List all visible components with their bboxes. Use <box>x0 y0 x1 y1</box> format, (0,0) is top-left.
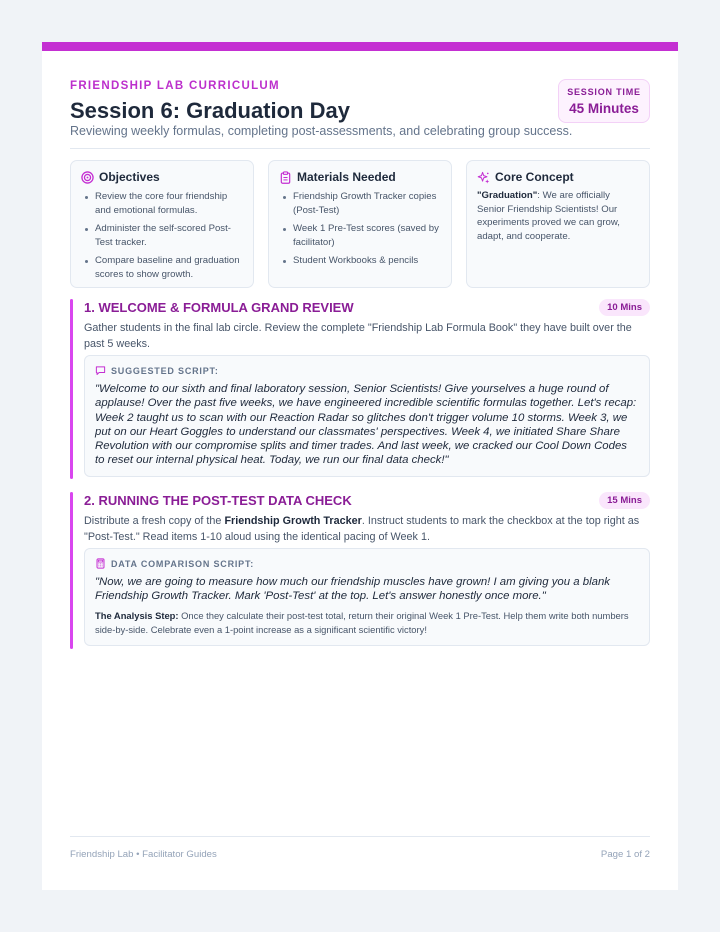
session-time-label: SESSION TIME <box>567 87 641 97</box>
instructions-text: Distribute a fresh copy of the <box>84 515 225 527</box>
document-page <box>42 42 678 890</box>
objectives-list <box>81 190 243 282</box>
materials-list <box>279 190 441 268</box>
section-welcome-review <box>70 299 650 479</box>
section-post-test <box>70 492 650 649</box>
footer-source: Friendship Lab • Facilitator Guides <box>70 849 217 860</box>
list-item: Compare baseline and graduation scores to show growth. <box>81 254 243 282</box>
calculator-icon <box>95 558 106 569</box>
section-instructions <box>84 514 650 545</box>
instructions-emphasis: Friendship Growth Tracker <box>224 515 362 527</box>
list-item: Week 1 Pre-Test scores (saved by facilitator) <box>279 222 441 250</box>
clipboard-icon <box>279 171 292 184</box>
page-title: Session 6: Graduation Day <box>70 98 350 123</box>
list-item: Administer the self-scored Post-Test tracker. <box>81 222 243 250</box>
header-divider <box>70 148 650 149</box>
instructions-text: . Instruct students to mark the checkbox at the top right as "Post-Test." Read items 1-10 aloud using the identical pacing of Week 1. <box>84 515 640 543</box>
chat-bubble-icon <box>95 365 106 376</box>
concept-definition: : We are officially Senior Friendship Scientists! Our experiments proved we can grow, adapt, and cooperate. <box>477 190 620 242</box>
script-label: DATA COMPARISON SCRIPT: <box>111 558 255 569</box>
analysis-step <box>95 609 639 637</box>
analysis-text: Once they calculate their post-test total, return their original Week 1 Pre-Test. Help them write both numbers side-by-side. Celebrate even a 1-point increase as a significant scientific victory! <box>95 609 629 635</box>
session-time-value: 45 Minutes <box>569 101 639 116</box>
script-label: SUGGESTED SCRIPT: <box>111 365 219 376</box>
section-accent-bar <box>70 299 73 479</box>
concept-term: "Graduation" <box>477 190 538 201</box>
section-accent-bar <box>70 492 73 649</box>
core-concept-title: Core Concept <box>495 170 574 184</box>
duration-badge: 15 Mins <box>599 492 650 509</box>
target-icon <box>81 171 94 184</box>
objectives-title: Objectives <box>99 170 160 184</box>
list-item: Friendship Growth Tracker copies (Post-Test) <box>279 190 441 218</box>
list-item: Review the core four friendship and emotional formulas. <box>81 190 243 218</box>
footer-divider <box>70 836 650 837</box>
script-quote: "Welcome to our sixth and final laboratory session, Senior Scientists! Give yourselves a huge round of applause! Over the past five weeks, we have engineered incredible scientific formulas together. Let's recap: Week 2 taught us to scan with our Reaction Radar so glitches don't trigger volume 10 storms. Week 3, we put on our Heart Goggles to understand our classmates' perspectives. Week 4, we initiated Share Share Revolution with our compromise splits and timer trades. And last week, we cracked our Cool Down Codes to reset our internal physical heat. Today, we run our final data check!" <box>95 383 637 467</box>
list-item: Student Workbooks & pencils <box>279 254 441 268</box>
accent-bar <box>42 42 678 51</box>
suggested-script-box <box>84 355 650 477</box>
duration-badge: 10 Mins <box>599 299 650 316</box>
objectives-card <box>70 160 254 288</box>
sparkles-icon <box>477 171 490 184</box>
script-quote: "Now, we are going to measure how much our friendship muscles have grown! I am giving you a blank Friendship Growth Tracker. Mark 'Post-Test' at the top. Let's answer honestly once more." <box>95 576 610 603</box>
curriculum-label: FRIENDSHIP LAB CURRICULUM <box>70 80 280 92</box>
data-comparison-script-box <box>84 548 650 646</box>
session-time-badge <box>558 79 650 123</box>
section-title: 1. WELCOME & FORMULA GRAND REVIEW <box>84 300 354 315</box>
materials-card <box>268 160 452 288</box>
core-concept-card <box>466 160 650 288</box>
section-instructions: Gather students in the final lab circle. Review the complete "Friendship Lab Formula Book" they have built over the past 5 weeks. <box>84 322 632 350</box>
section-title: 2. RUNNING THE POST-TEST DATA CHECK <box>84 493 352 508</box>
page-subtitle: Reviewing weekly formulas, completing post-assessments, and celebrating group success. <box>70 124 573 138</box>
analysis-label: The Analysis Step: <box>95 609 179 621</box>
materials-title: Materials Needed <box>297 170 396 184</box>
page-number: Page 1 of 2 <box>600 849 650 860</box>
core-concept-text <box>477 189 639 243</box>
